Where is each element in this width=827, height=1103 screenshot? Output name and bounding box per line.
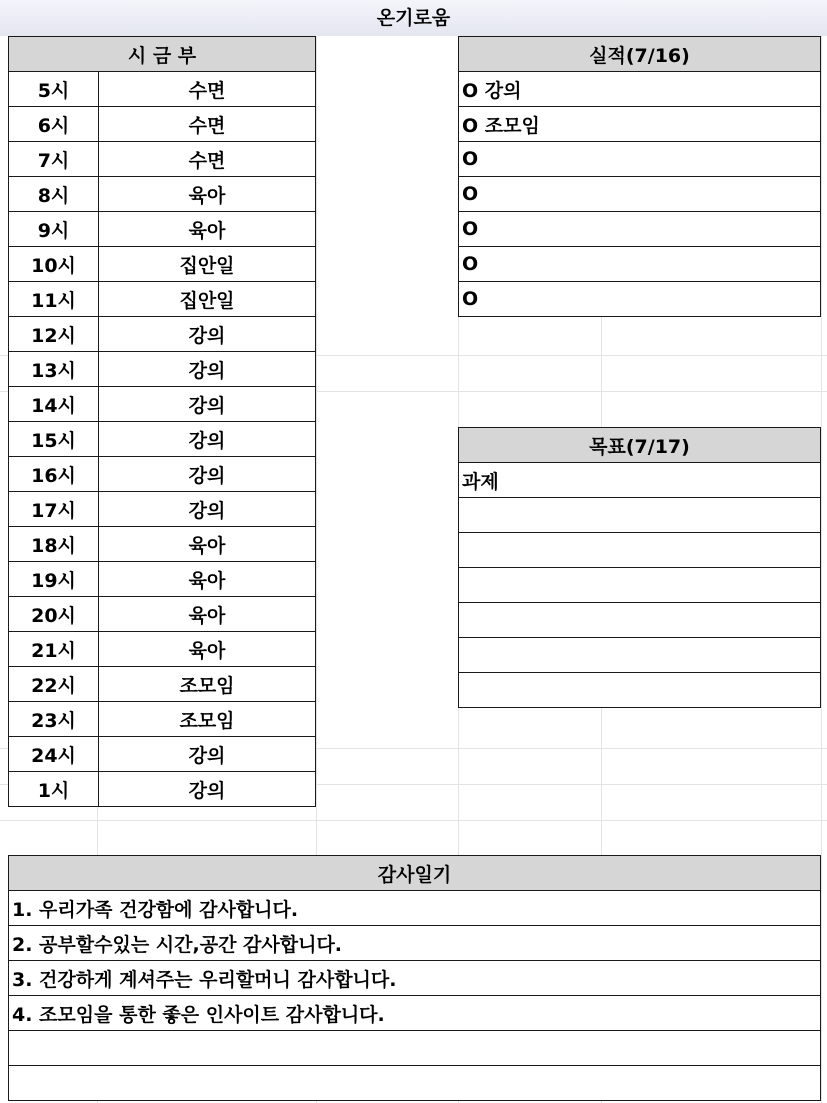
gratitude-entry[interactable]: 3. 건강하게 계셔주는 우리할머니 감사합니다. — [9, 961, 821, 996]
table-row — [9, 562, 316, 597]
table-row — [459, 498, 821, 533]
activity-cell[interactable]: 수면 — [99, 72, 316, 107]
result-cell[interactable]: O — [459, 142, 821, 177]
activity-cell[interactable]: 강의 — [99, 737, 316, 772]
activity-cell[interactable]: 육아 — [99, 597, 316, 632]
table-row — [9, 387, 316, 422]
gridline — [0, 820, 827, 821]
time-cell[interactable]: 11시 — [9, 282, 99, 317]
gratitude-entry[interactable] — [9, 1031, 821, 1066]
table-row — [459, 177, 821, 212]
table-row — [9, 597, 316, 632]
time-cell[interactable]: 22시 — [9, 667, 99, 702]
goal-cell[interactable] — [459, 568, 821, 603]
gratitude-entry[interactable]: 2. 공부할수있는 시간,공간 감사합니다. — [9, 926, 821, 961]
time-cell[interactable]: 16시 — [9, 457, 99, 492]
activity-cell[interactable]: 강의 — [99, 457, 316, 492]
table-row — [459, 142, 821, 177]
table-row — [459, 603, 821, 638]
table-row — [9, 772, 316, 807]
table-row — [9, 212, 316, 247]
table-row — [9, 177, 316, 212]
activity-cell[interactable]: 수면 — [99, 107, 316, 142]
results-header[interactable]: 실적(7/16) — [459, 37, 821, 72]
time-cell[interactable]: 9시 — [9, 212, 99, 247]
goal-cell[interactable] — [459, 603, 821, 638]
table-row — [459, 673, 821, 708]
table-row — [459, 282, 821, 317]
time-cell[interactable]: 10시 — [9, 247, 99, 282]
activity-cell[interactable]: 육아 — [99, 632, 316, 667]
table-row — [9, 142, 316, 177]
activity-cell[interactable]: 육아 — [99, 177, 316, 212]
table-row — [459, 247, 821, 282]
schedule-table — [8, 36, 316, 807]
table-row — [9, 247, 316, 282]
result-cell[interactable]: O — [459, 247, 821, 282]
activity-cell[interactable]: 조모임 — [99, 702, 316, 737]
table-row — [9, 667, 316, 702]
gratitude-entry[interactable] — [9, 1066, 821, 1101]
gridline — [821, 0, 822, 1103]
table-row — [9, 317, 316, 352]
goal-cell[interactable] — [459, 498, 821, 533]
activity-cell[interactable]: 육아 — [99, 527, 316, 562]
result-cell[interactable]: O 조모임 — [459, 107, 821, 142]
goal-cell[interactable] — [459, 673, 821, 708]
table-row — [9, 1066, 821, 1101]
table-row — [9, 1031, 821, 1066]
activity-cell[interactable]: 강의 — [99, 422, 316, 457]
table-row — [9, 632, 316, 667]
table-row — [9, 457, 316, 492]
table-row — [9, 72, 316, 107]
result-cell[interactable]: O — [459, 177, 821, 212]
table-row — [9, 926, 821, 961]
goals-header[interactable]: 목표(7/17) — [459, 428, 821, 463]
time-cell[interactable]: 1시 — [9, 772, 99, 807]
activity-cell[interactable]: 조모임 — [99, 667, 316, 702]
activity-cell[interactable]: 집안일 — [99, 282, 316, 317]
table-row — [9, 702, 316, 737]
time-cell[interactable]: 7시 — [9, 142, 99, 177]
time-cell[interactable]: 23시 — [9, 702, 99, 737]
time-cell[interactable]: 15시 — [9, 422, 99, 457]
gratitude-entry[interactable]: 1. 우리가족 건강함에 감사합니다. — [9, 891, 821, 926]
table-row — [459, 533, 821, 568]
time-cell[interactable]: 13시 — [9, 352, 99, 387]
activity-cell[interactable]: 육아 — [99, 562, 316, 597]
time-cell[interactable]: 18시 — [9, 527, 99, 562]
table-row — [9, 107, 316, 142]
table-row — [459, 463, 821, 498]
table-row — [9, 527, 316, 562]
gratitude-header[interactable]: 감사일기 — [9, 856, 821, 891]
time-cell[interactable]: 14시 — [9, 387, 99, 422]
time-cell[interactable]: 6시 — [9, 107, 99, 142]
goals-table — [458, 427, 821, 708]
goal-cell[interactable] — [459, 638, 821, 673]
gratitude-table — [8, 855, 821, 1101]
activity-cell[interactable]: 강의 — [99, 772, 316, 807]
schedule-header[interactable]: 시 금 부 — [9, 37, 316, 72]
results-table — [458, 36, 821, 317]
activity-cell[interactable]: 강의 — [99, 387, 316, 422]
activity-cell[interactable]: 수면 — [99, 142, 316, 177]
table-row — [9, 891, 821, 926]
activity-cell[interactable]: 육아 — [99, 212, 316, 247]
result-cell[interactable]: O — [459, 282, 821, 317]
table-row — [459, 638, 821, 673]
activity-cell[interactable]: 집안일 — [99, 247, 316, 282]
time-cell[interactable]: 19시 — [9, 562, 99, 597]
table-row — [9, 422, 316, 457]
table-row — [9, 282, 316, 317]
time-cell[interactable]: 21시 — [9, 632, 99, 667]
table-row — [459, 212, 821, 247]
time-cell[interactable]: 24시 — [9, 737, 99, 772]
activity-cell[interactable]: 강의 — [99, 492, 316, 527]
table-row — [9, 737, 316, 772]
result-cell[interactable]: O — [459, 212, 821, 247]
table-row — [9, 996, 821, 1031]
goal-cell[interactable]: 과제 — [459, 463, 821, 498]
activity-cell[interactable]: 강의 — [99, 317, 316, 352]
time-cell[interactable]: 12시 — [9, 317, 99, 352]
table-row — [9, 961, 821, 996]
table-row — [459, 568, 821, 603]
table-row — [9, 492, 316, 527]
time-cell[interactable]: 5시 — [9, 72, 99, 107]
table-row — [459, 107, 821, 142]
goal-cell[interactable] — [459, 533, 821, 568]
table-row — [459, 72, 821, 107]
time-cell[interactable]: 8시 — [9, 177, 99, 212]
time-cell[interactable]: 17시 — [9, 492, 99, 527]
activity-cell[interactable]: 강의 — [99, 352, 316, 387]
table-row — [9, 352, 316, 387]
result-cell[interactable]: O 강의 — [459, 72, 821, 107]
time-cell[interactable]: 20시 — [9, 597, 99, 632]
sheet-title[interactable]: 온기로움 — [0, 0, 827, 36]
gratitude-entry[interactable]: 4. 조모임을 통한 좋은 인사이트 감사합니다. — [9, 996, 821, 1031]
